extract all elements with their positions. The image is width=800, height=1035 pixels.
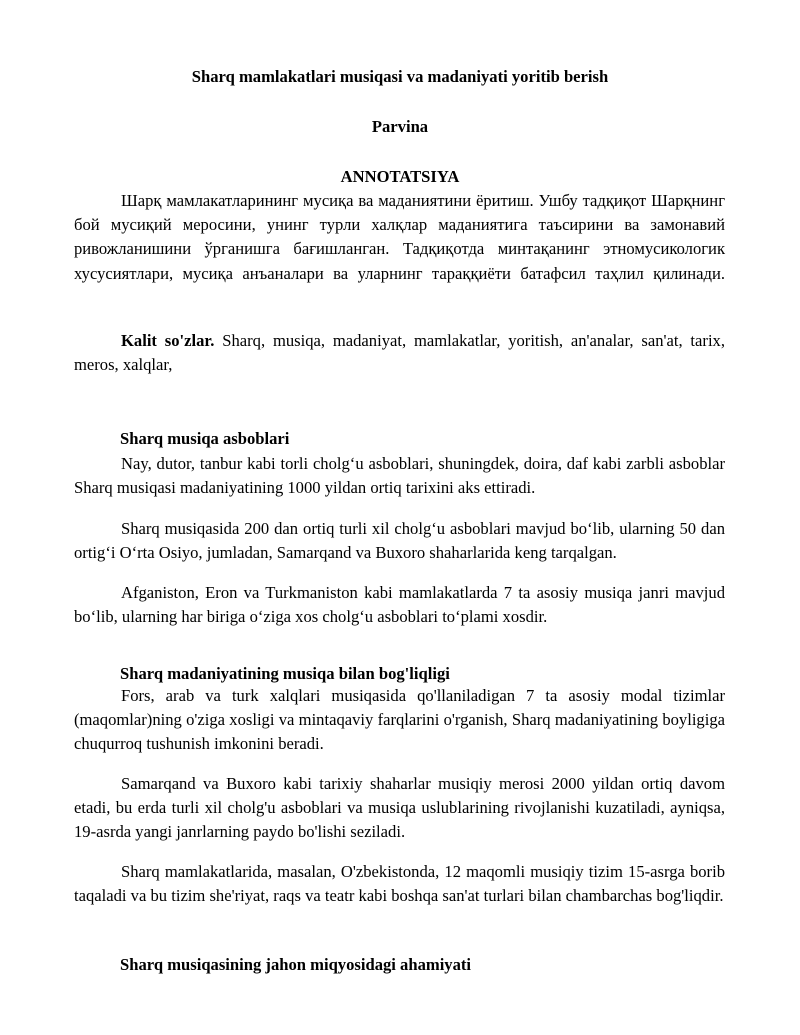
section-heading-instruments: Sharq musiqa asboblari xyxy=(120,429,290,448)
instruments-paragraph-3: Afganiston, Eron va Turkmaniston kabi mamlakatlarda 7 ta asosiy musiqa janri mavjud bo‘lib, ularning har biriga o‘ziga xos cholg‘u asboblari to‘plami xosdir. xyxy=(74,583,725,627)
culture-paragraph-1: Fors, arab va turk xalqlari musiqasida qo'llaniladigan 7 ta asosiy modal tizimlar (maqomlar)ning o'ziga xosligi va mintaqaviy farqlarini o'rganish, Sharq madaniyatining boyligiga chuqurroq tushunish imkonini beradi. xyxy=(74,686,725,754)
keywords-text: Sharq, musiqa, madaniyat, mamlakatlar, yoritish, an'analar, san'at, tarix, meros, xalqlar, xyxy=(74,331,725,375)
author-name: Parvina xyxy=(371,117,429,136)
document-title: Sharq mamlakatlari musiqasi va madaniyati yoritib berish xyxy=(191,67,609,86)
keywords-label: Kalit so'zlar. xyxy=(121,331,215,350)
culture-paragraph-3: Sharq mamlakatlarida, masalan, O'zbekistonda, 12 maqomli musiqiy tizim 15-asrga borib taqaladi va bu tizim she'riyat, raqs va teatr kabi boshqa san'at turlari bilan chambarchas bog'liqdir. xyxy=(74,862,725,906)
instruments-paragraph-2: Sharq musiqasida 200 dan ortiq turli xil cholg‘u asboblari mavjud bo‘lib, ularning 50 dan ortig‘i O‘rta Osiyo, jumladan, Samarqand va Buxoro shaharlarida keng tarqalgan. xyxy=(74,519,725,563)
keywords-paragraph xyxy=(74,329,725,377)
instruments-paragraph-1: Nay, dutor, tanbur kabi torli cholg‘u asboblari, shuningdek, doira, daf kabi zarbli asboblar Sharq musiqasi madaniyatining 1000 yildan ortiq tarixini aks ettiradi. xyxy=(74,454,725,498)
section-heading-global: Sharq musiqasining jahon miqyosidagi ahamiyati xyxy=(120,955,472,974)
culture-paragraph-2: Samarqand va Buxoro kabi tarixiy shaharlar musiqiy merosi 2000 yildan ortiq davom etadi, bu erda turli xil cholg'u asboblari va musiqa uslublarining rivojlanishi kuzatiladi, ayniqsa, 19-asrda yangi janrlarning paydo bo'lishi seziladi. xyxy=(74,774,725,842)
section-heading-culture: Sharq madaniyatining musiqa bilan bog'liqligi xyxy=(120,664,450,683)
annotation-paragraph: Шарқ мамлакатларининг мусиқа ва маданиятини ёритиш. Ушбу тадқиқот Шарқнинг бой мусиқий меросини, унинг турли халқлар маданиятига таъсирини ва замонавий ривожланишини ўрганишга бағишланган. Тадқиқотда минтақанинг этномусикологик хусусиятлари, мусиқа анъаналари ва уларнинг тараққиёти батафсил таҳлил қилинади. xyxy=(74,191,725,283)
annotation-heading: ANNOTATSIYA xyxy=(340,167,460,186)
